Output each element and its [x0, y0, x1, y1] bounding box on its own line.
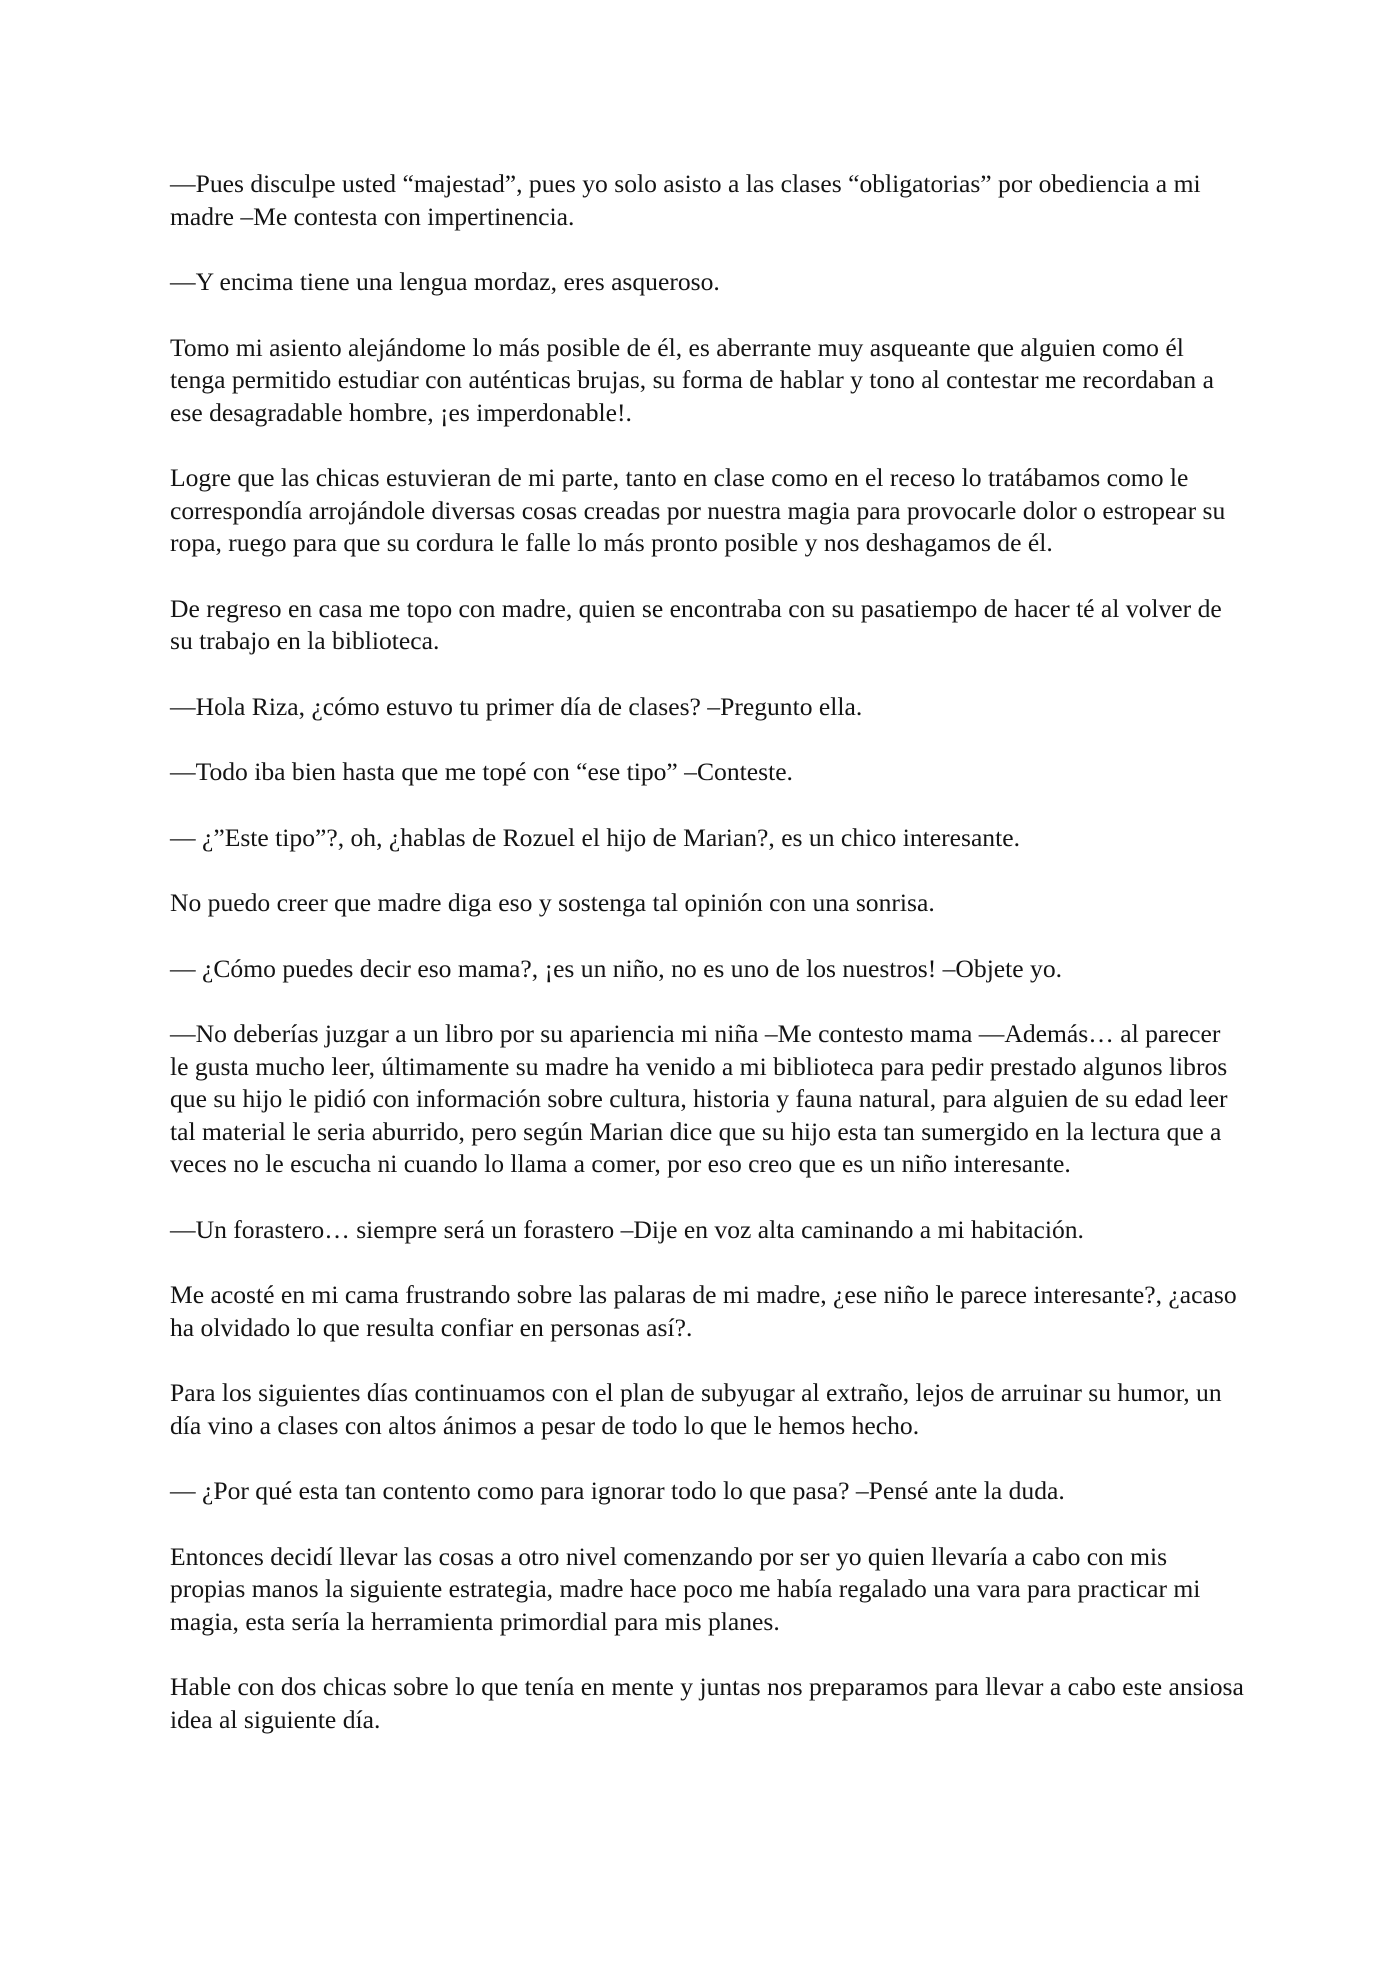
- paragraph: Para los siguientes días continuamos con el plan de subyugar al extraño, lejos de arruinar su humor, un día vino a clases con altos ánimos a pesar de todo lo que le hemos hecho.: [170, 1378, 1222, 1440]
- paragraph: No puedo creer que madre diga eso y sostenga tal opinión con una sonrisa.: [170, 888, 935, 917]
- paragraph: —Y encima tiene una lengua mordaz, eres asqueroso.: [170, 267, 720, 296]
- paragraph: Entonces decidí llevar las cosas a otro nivel comenzando por ser yo quien llevaría a cabo con mis propias manos la siguiente estrategia, madre hace poco me había regalado una vara para practicar mi magia, esta sería la herramienta primordial para mis planes.: [170, 1541, 1201, 1636]
- paragraph: De regreso en casa me topo con madre, quien se encontraba con su pasatiempo de hacer té al volver de su trabajo en la biblioteca.: [170, 593, 1222, 655]
- paragraph: — ¿”Este tipo”?, oh, ¿hablas de Rozuel el hijo de Marian?, es un chico interesante.: [170, 822, 1020, 852]
- paragraph: Me acosté en mi cama frustrando sobre las palaras de mi madre, ¿ese niño le parece interesante?, ¿acaso ha olvidado lo que resulta confiar en personas así?.: [170, 1280, 1237, 1342]
- paragraph: —No deberías juzgar a un libro por su apariencia mi niña –Me contesto mama —Además… al parecer le gusta mucho leer, últimamente su madre ha venido a mi biblioteca para pedir prestado algunos libros que su hijo le pidió con información sobre cultura, historia y fauna natural, para alguien de su edad leer tal material le seria aburrido, pero según Marian dice que su hijo esta tan sumergido en la lectura que a veces no le escucha ni cuando lo llama a comer, por eso creo que es un niño interesante.: [170, 1019, 1228, 1178]
- paragraph: Tomo mi asiento alejándome lo más posible de él, es aberrante muy asqueante que alguien como él tenga permitido estudiar con auténticas brujas, su forma de hablar y tono al contestar me recordaban a ese desagradable hombre, ¡es imperdonable!.: [170, 332, 1214, 427]
- body-text: [170, 168, 1245, 1769]
- paragraph: —Pues disculpe usted “majestad”, pues yo solo asisto a las clases “obligatorias” por obediencia a mi madre –Me contesta con impertinencia.: [170, 169, 1201, 231]
- paragraph: —Hola Riza, ¿cómo estuvo tu primer día de clases? –Pregunto ella.: [170, 691, 863, 721]
- paragraph: Hable con dos chicas sobre lo que tenía en mente y juntas nos preparamos para llevar a cabo este ansiosa idea al siguiente día.: [170, 1672, 1244, 1734]
- paragraph: —Un forastero… siempre será un forastero –Dije en voz alta caminando a mi habitación.: [170, 1214, 1084, 1244]
- paragraph: — ¿Por qué esta tan contento como para ignorar todo lo que pasa? –Pensé ante la duda.: [170, 1476, 1065, 1505]
- paragraph: — ¿Cómo puedes decir eso mama?, ¡es un niño, no es uno de los nuestros! –Objete yo.: [170, 953, 1063, 983]
- paragraph: —Todo iba bien hasta que me topé con “ese tipo” –Conteste.: [170, 757, 793, 786]
- paragraph: Logre que las chicas estuvieran de mi parte, tanto en clase como en el receso lo tratábamos como le correspondía arrojándole diversas cosas creadas por nuestra magia para provocarle dolor o estropear su ropa, ruego para que su cordura le falle lo más pronto posible y nos deshagamos de él.: [170, 463, 1226, 557]
